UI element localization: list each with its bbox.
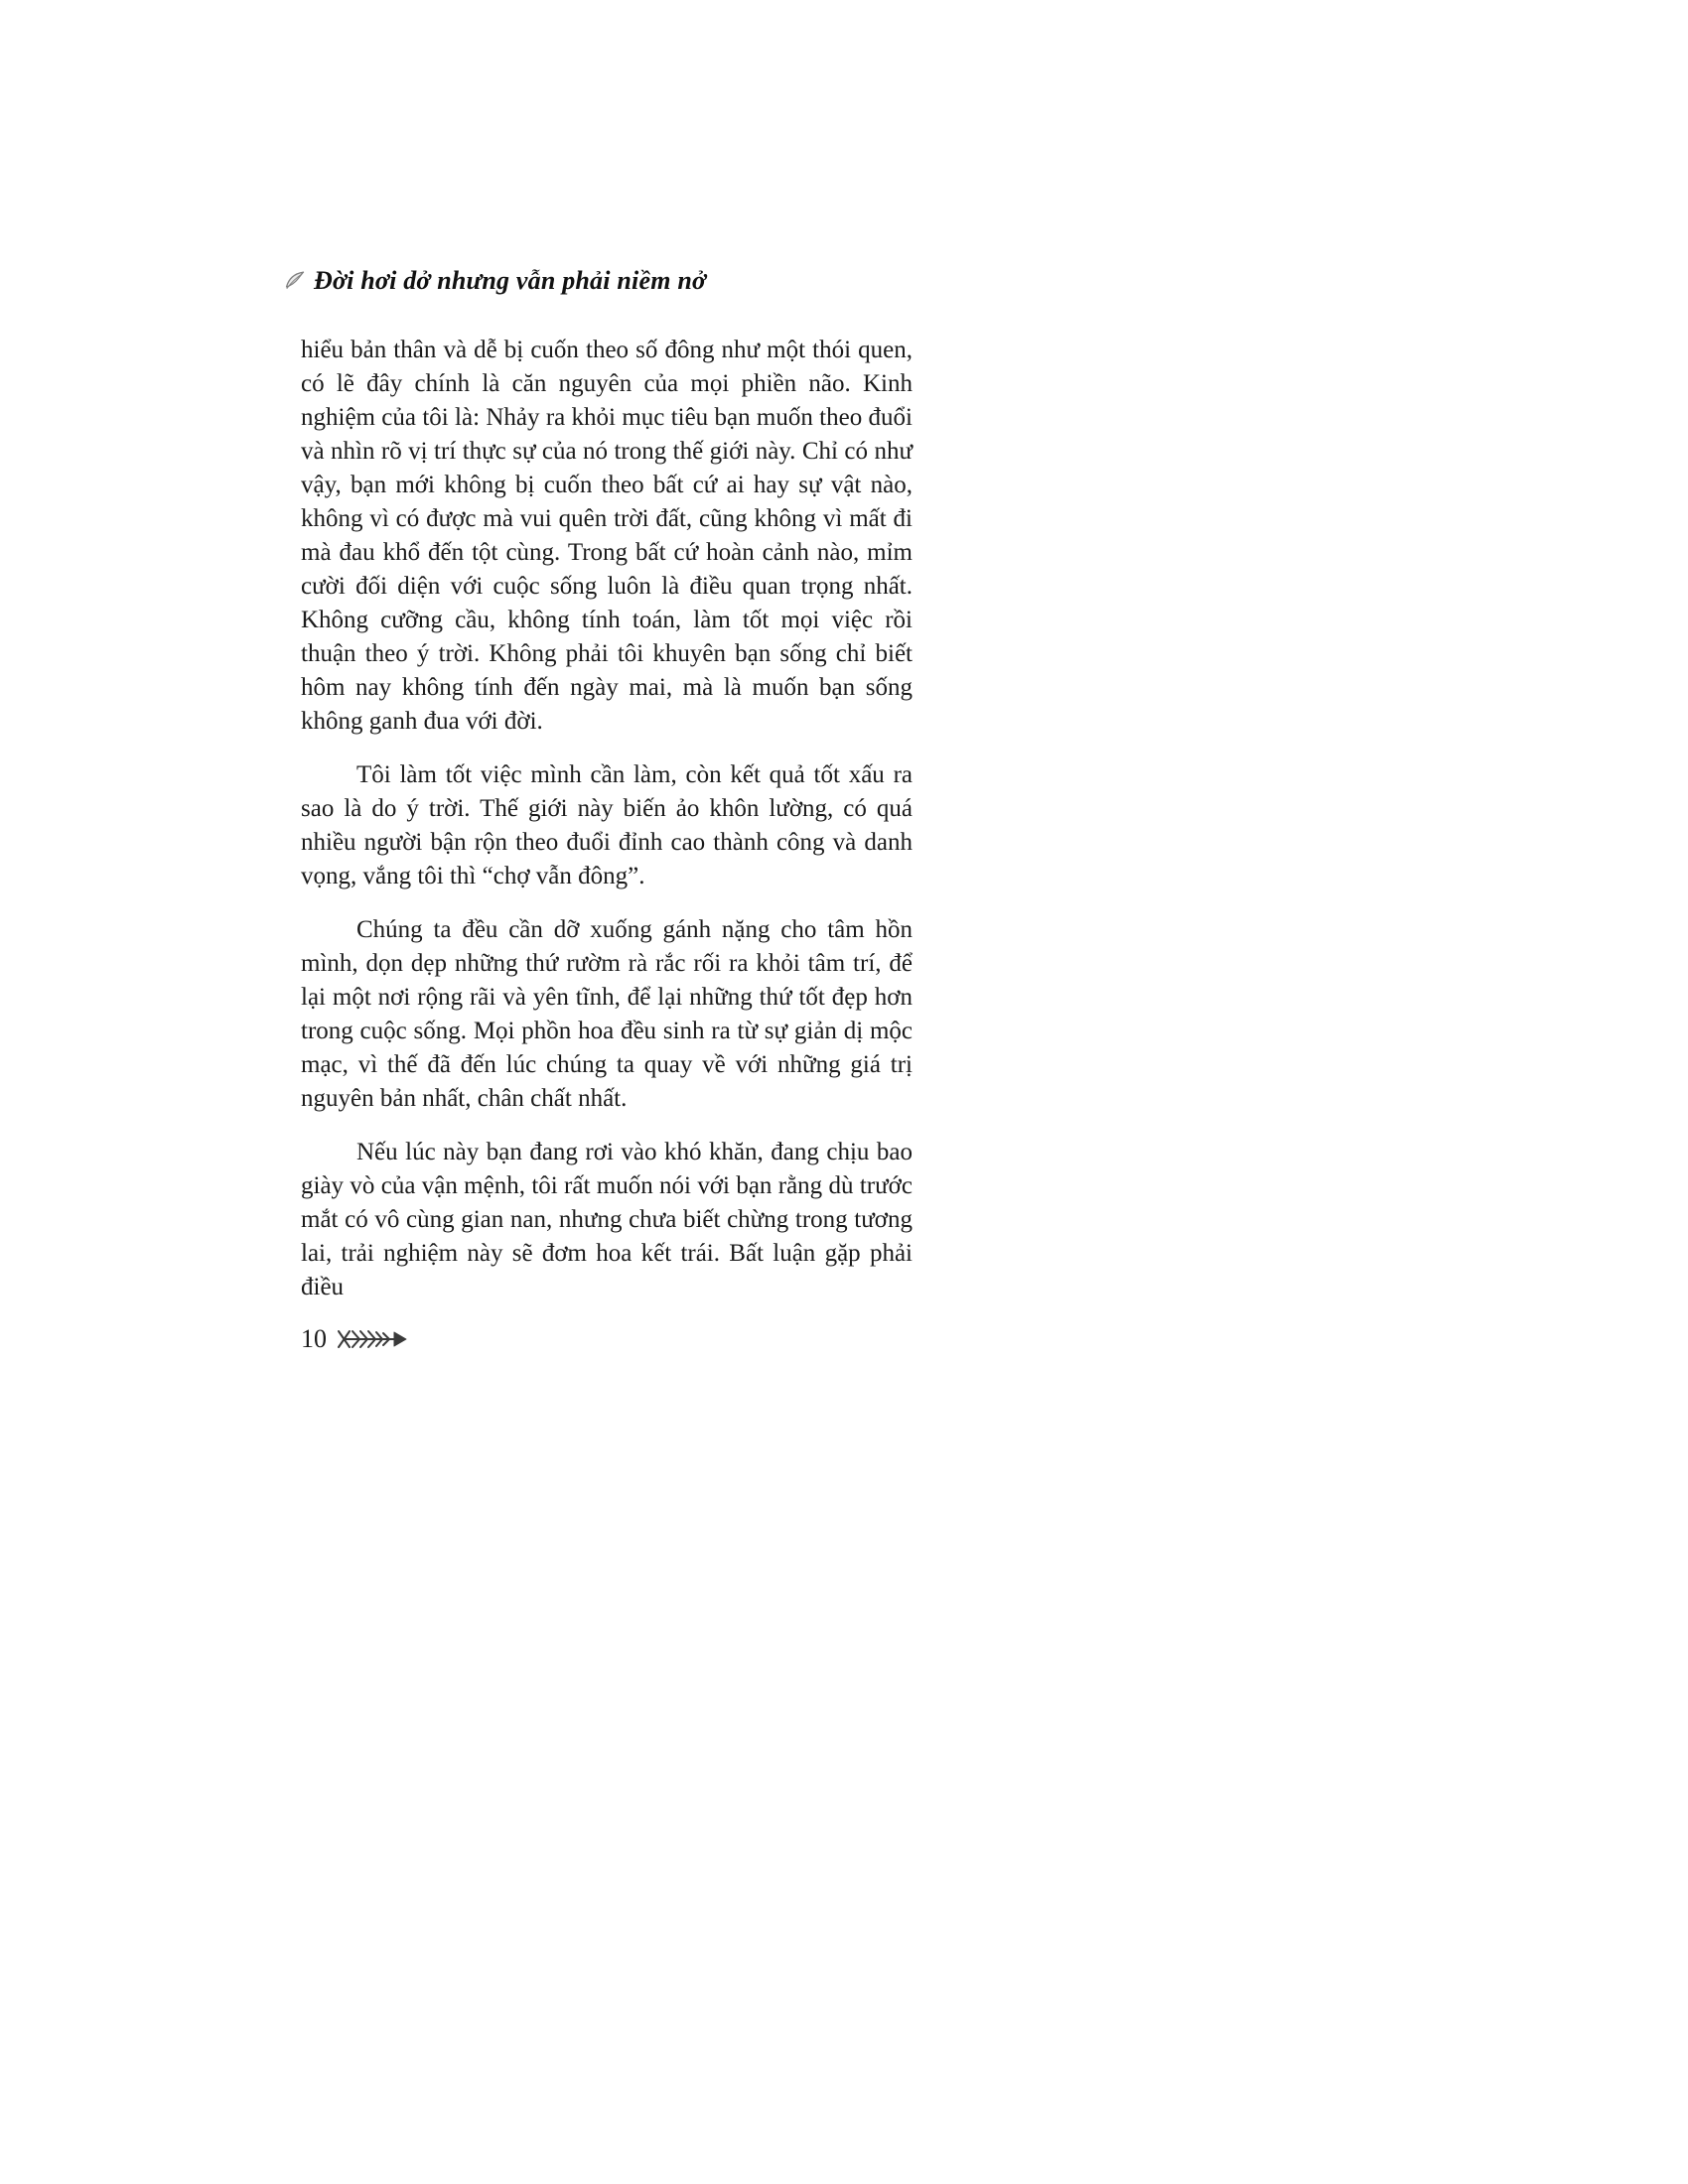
book-title: Đời hơi dở nhưng vẫn phải niềm nở bbox=[314, 266, 707, 295]
page-content bbox=[301, 266, 913, 1354]
page-body bbox=[301, 334, 913, 1304]
paragraph: Tôi làm tốt việc mình cần làm, còn kết quả tốt xấu ra sao là do ý trời. Thế giới này biến ảo khôn lường, có quá nhiều người bận rộn theo đuổi đỉnh cao thành công và danh vọng, vắng tôi thì “chợ vẫn đông”. bbox=[301, 761, 913, 889]
quill-doodle-icon bbox=[283, 269, 307, 293]
page-number: 10 bbox=[301, 1324, 327, 1353]
paragraph: Chúng ta đều cần dỡ xuống gánh nặng cho tâm hồn mình, dọn dẹp những thứ rườm rà rắc rối ra khỏi tâm trí, để lại một nơi rộng rãi và yên tĩnh, để lại những thứ tốt đẹp hơn trong cuộc sống. Mọi phồn hoa đều sinh ra từ sự giản dị mộc mạc, vì thế đã đến lúc chúng ta quay về với những giá trị nguyên bản nhất, chân chất nhất. bbox=[301, 916, 913, 1112]
fishbone-icon bbox=[337, 1328, 408, 1350]
paragraph: Nếu lúc này bạn đang rơi vào khó khăn, đang chịu bao giày vò của vận mệnh, tôi rất muốn nói với bạn rằng dù trước mắt có vô cùng gian nan, nhưng chưa biết chừng trong tương lai, trải nghiệm này sẽ đơm hoa kết trái. Bất luận gặp phải điều bbox=[301, 1139, 913, 1300]
running-header bbox=[283, 266, 913, 296]
page-footer bbox=[301, 1324, 913, 1354]
paragraph: hiểu bản thân và dễ bị cuốn theo số đông như một thói quen, có lẽ đây chính là căn nguyên của mọi phiền não. Kinh nghiệm của tôi là: Nhảy ra khỏi mục tiêu bạn muốn theo đuổi và nhìn rõ vị trí thực sự của nó trong thế giới này. Chỉ có như vậy, bạn mới không bị cuốn theo bất cứ ai hay sự vật nào, không vì có được mà vui quên trời đất, cũng không vì mất đi mà đau khổ đến tột cùng. Trong bất cứ hoàn cảnh nào, mỉm cười đối diện với cuộc sống luôn là điều quan trọng nhất. Không cưỡng cầu, không tính toán, làm tốt mọi việc rồi thuận theo ý trời. Không phải tôi khuyên bạn sống chỉ biết hôm nay không tính đến ngày mai, mà là muốn bạn sống không ganh đua với đời. bbox=[301, 337, 913, 735]
